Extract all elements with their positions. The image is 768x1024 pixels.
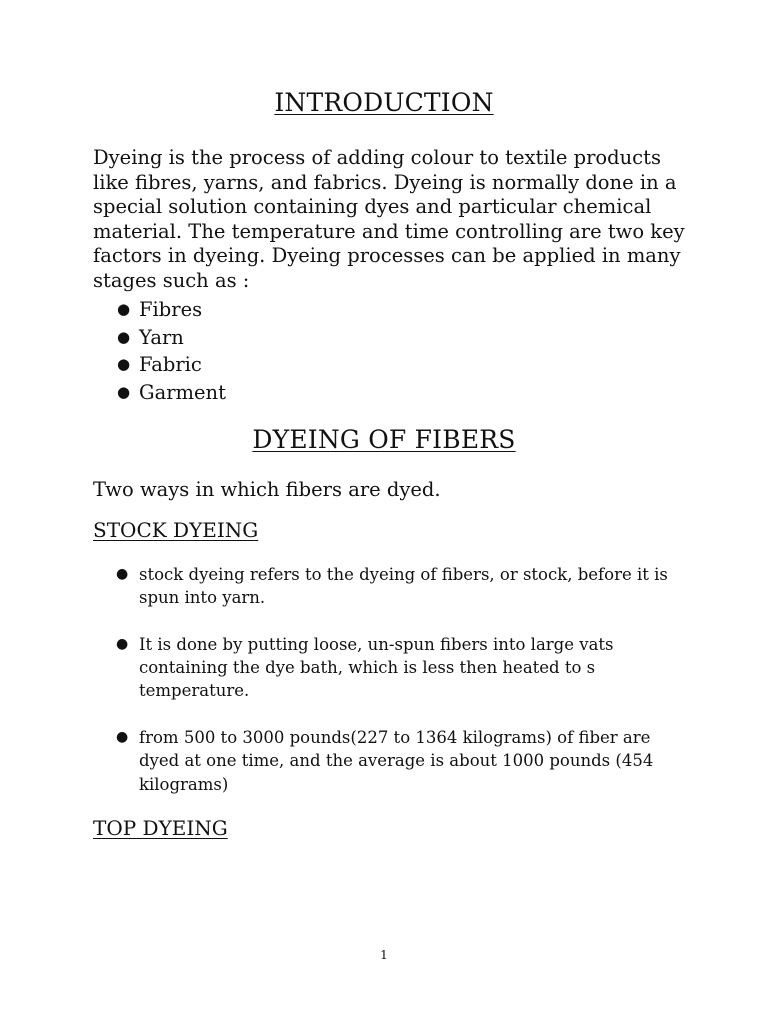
bullet-icon: ● <box>117 382 131 401</box>
bullet-icon: ● <box>117 327 131 346</box>
page-title: INTRODUCTION <box>274 88 494 117</box>
stock-dyeing-list <box>93 563 693 819</box>
fibers-heading: DYEING OF FIBERS <box>252 425 516 454</box>
bullet-icon: ● <box>117 355 131 373</box>
bullet-icon: ● <box>116 566 129 582</box>
list-item: ● from 500 to 3000 pounds(227 to 1364 kilograms) of fiber are dyed at one time, and the average is about 1000 pounds (454 kilograms) <box>116 728 654 794</box>
stages-list <box>93 296 226 406</box>
list-item: ● stock dyeing refers to the dyeing of fibers, or stock, before it is spun into yarn. <box>116 565 668 608</box>
list-item: ● Fibres <box>93 296 226 324</box>
intro-paragraph: Dyeing is the process of adding colour to textile products like fibres, yarns, and fabrics. Dyeing is normally done in a special solution containing dyes and particular chemical material. The temperature and time controlling are two key factors in dyeing. Dyeing processes can be applied in many stages such as : <box>93 146 685 292</box>
list-item: ● It is done by putting loose, un-spun fibers into large vats containing the dye bath, which is less then heated to s temperature. <box>116 634 614 701</box>
stock-dyeing-heading: STOCK DYEING <box>93 518 259 542</box>
list-item: ● Garment <box>93 379 226 407</box>
bullet-icon: ● <box>117 300 131 318</box>
bullet-icon: ● <box>116 635 129 652</box>
page-number: 1 <box>380 948 388 962</box>
list-item: ● Fabric <box>93 351 226 379</box>
bullet-icon: ● <box>116 729 129 746</box>
top-dyeing-heading: TOP DYEING <box>93 816 228 840</box>
fibers-intro: Two ways in which fibers are dyed. <box>93 478 441 501</box>
list-item: ● Yarn <box>93 324 226 352</box>
